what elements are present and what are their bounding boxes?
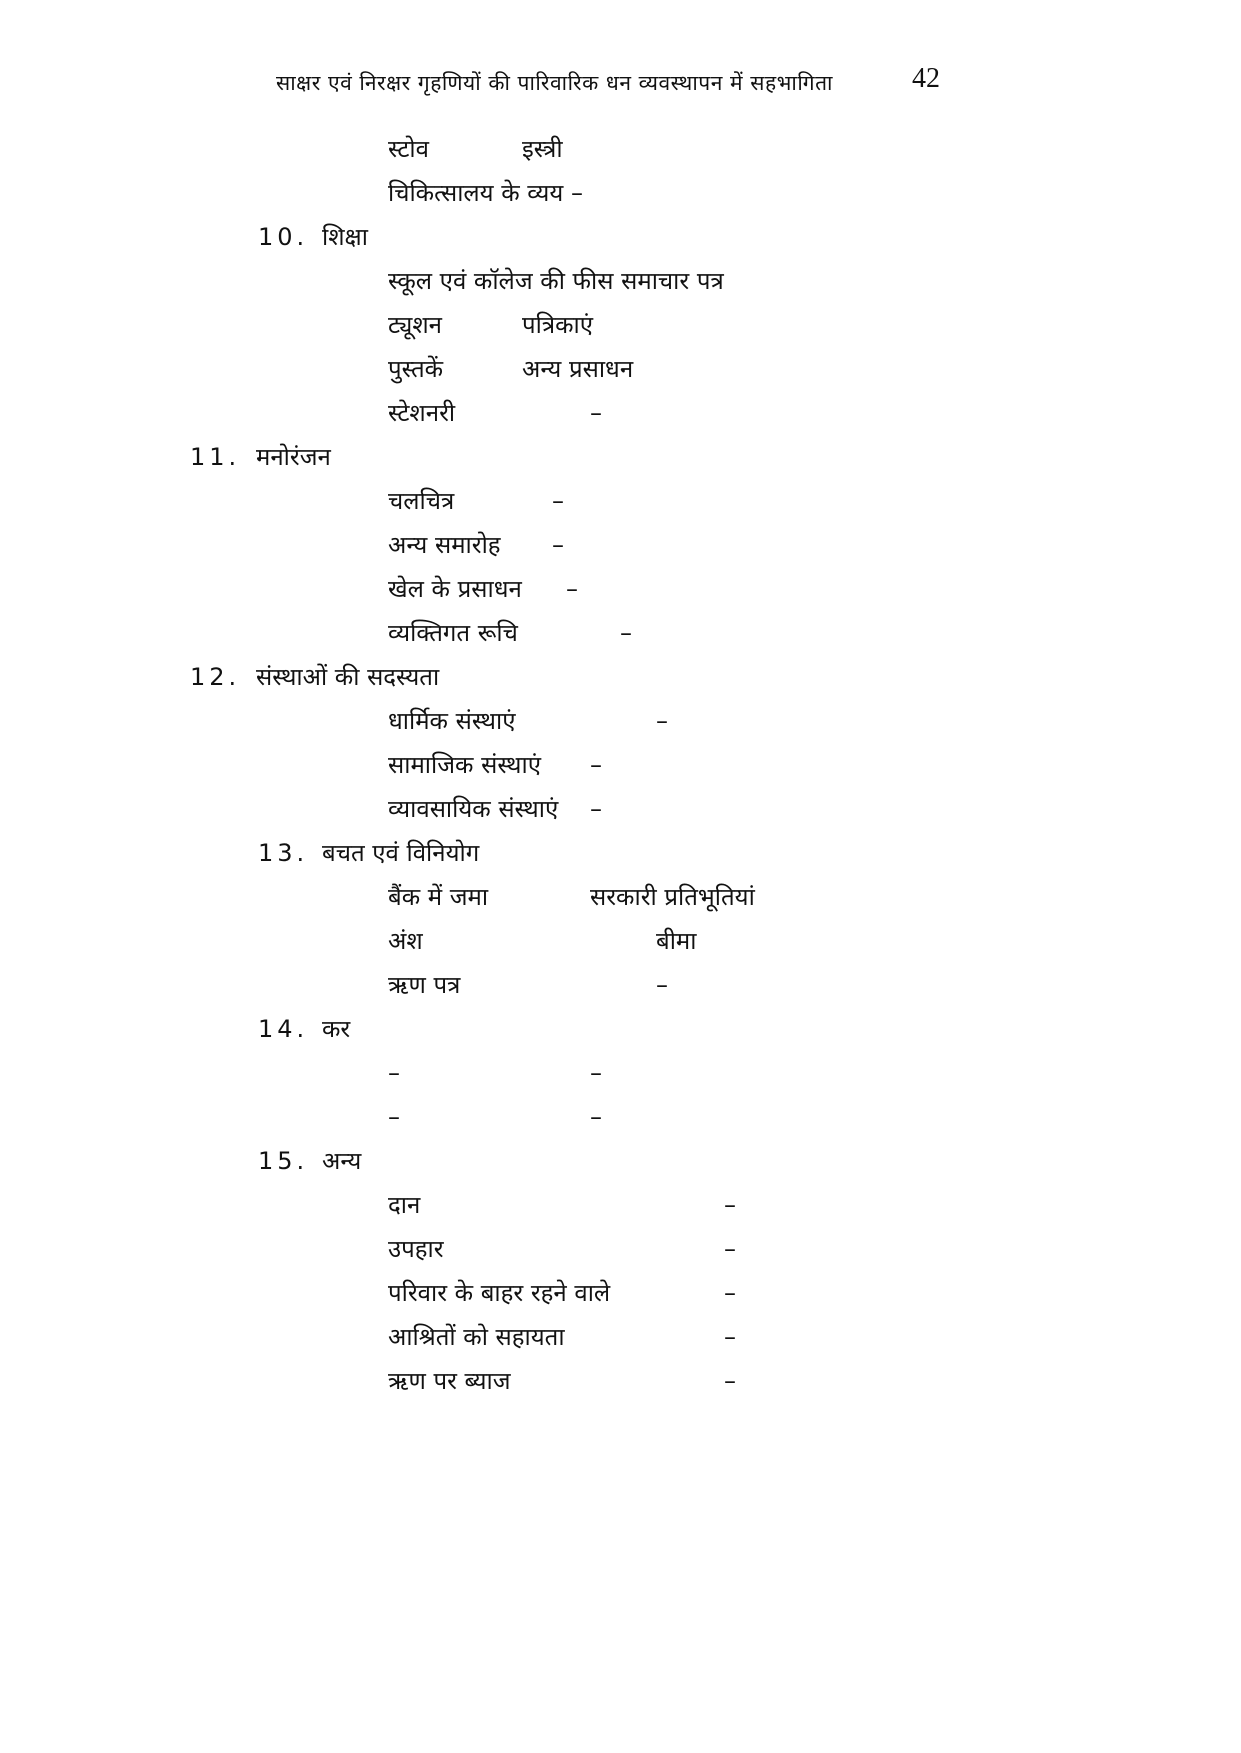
item-bonds: ऋण पत्र — [388, 971, 461, 999]
running-header: साक्षर एवं निरक्षर गृहणियों की पारिवारिक धन व्यवस्थापन में सहभागिता — [276, 71, 833, 95]
section-title-15: अन्य — [322, 1147, 362, 1175]
dash: – — [388, 1103, 400, 1131]
dash: – — [566, 575, 578, 603]
section-number-11: 11. — [190, 443, 241, 471]
dash: – — [590, 1059, 602, 1087]
item-religious: धार्मिक संस्थाएं — [388, 707, 516, 735]
dash: – — [620, 619, 632, 647]
section-number-10: 10. — [258, 223, 309, 251]
section-title-13: बचत एवं विनियोग — [322, 839, 480, 867]
dash: – — [724, 1367, 736, 1395]
section-number-13: 13. — [258, 839, 309, 867]
item-magazines: पत्रिकाएं — [522, 311, 594, 339]
item-cinema: चलचित्र — [388, 487, 455, 515]
dash: – — [552, 531, 564, 559]
dash: – — [590, 751, 602, 779]
dash: – — [590, 795, 602, 823]
section-title-12: संस्थाओं की सदस्यता — [256, 663, 440, 691]
dash: – — [388, 1059, 400, 1087]
item-shares: अंश — [388, 927, 423, 955]
item-iron: इस्त्री — [522, 135, 563, 163]
section-title-10: शिक्षा — [322, 223, 368, 251]
item-hobby: व्यक्तिगत रूचि — [388, 619, 518, 647]
item-hospital: चिकित्सालय के व्यय – — [388, 179, 583, 207]
dash: – — [656, 707, 668, 735]
section-title-11: मनोरंजन — [256, 443, 331, 471]
dash: – — [590, 399, 602, 427]
item-bank: बैंक में जमा — [388, 883, 489, 911]
section-number-12: 12. — [190, 663, 241, 691]
item-stove: स्टोव — [388, 135, 429, 163]
dash: – — [552, 487, 564, 515]
item-outside-family: परिवार के बाहर रहने वाले — [388, 1279, 611, 1307]
item-donation: दान — [388, 1191, 421, 1219]
item-professional: व्यावसायिक संस्थाएं — [388, 795, 559, 823]
item-fees: स्कूल एवं कॉलेज की फीस समाचार पत्र — [388, 267, 724, 295]
dash: – — [724, 1191, 736, 1219]
item-sports: खेल के प्रसाधन — [388, 575, 522, 603]
section-number-14: 14. — [258, 1015, 309, 1043]
item-other-items: अन्य प्रसाधन — [522, 355, 634, 383]
section-number-15: 15. — [258, 1147, 309, 1175]
dash: – — [590, 1103, 602, 1131]
item-social: सामाजिक संस्थाएं — [388, 751, 541, 779]
item-dependents: आश्रितों को सहायता — [388, 1323, 565, 1351]
item-insurance: बीमा — [656, 927, 697, 955]
dash: – — [724, 1235, 736, 1263]
item-stationery: स्टेशनरी — [388, 399, 456, 427]
dash: – — [724, 1279, 736, 1307]
item-functions: अन्य समारोह — [388, 531, 501, 559]
item-tuition: ट्यूशन — [388, 311, 442, 339]
section-title-14: कर — [322, 1015, 351, 1043]
dash: – — [656, 971, 668, 999]
item-govt-securities: सरकारी प्रतिभूतियां — [590, 883, 755, 911]
item-gift: उपहार — [388, 1235, 444, 1263]
item-loan-interest: ऋण पर ब्याज — [388, 1367, 511, 1395]
item-books: पुस्तकें — [388, 355, 444, 383]
page-number: 42 — [912, 63, 940, 94]
dash: – — [724, 1323, 736, 1351]
